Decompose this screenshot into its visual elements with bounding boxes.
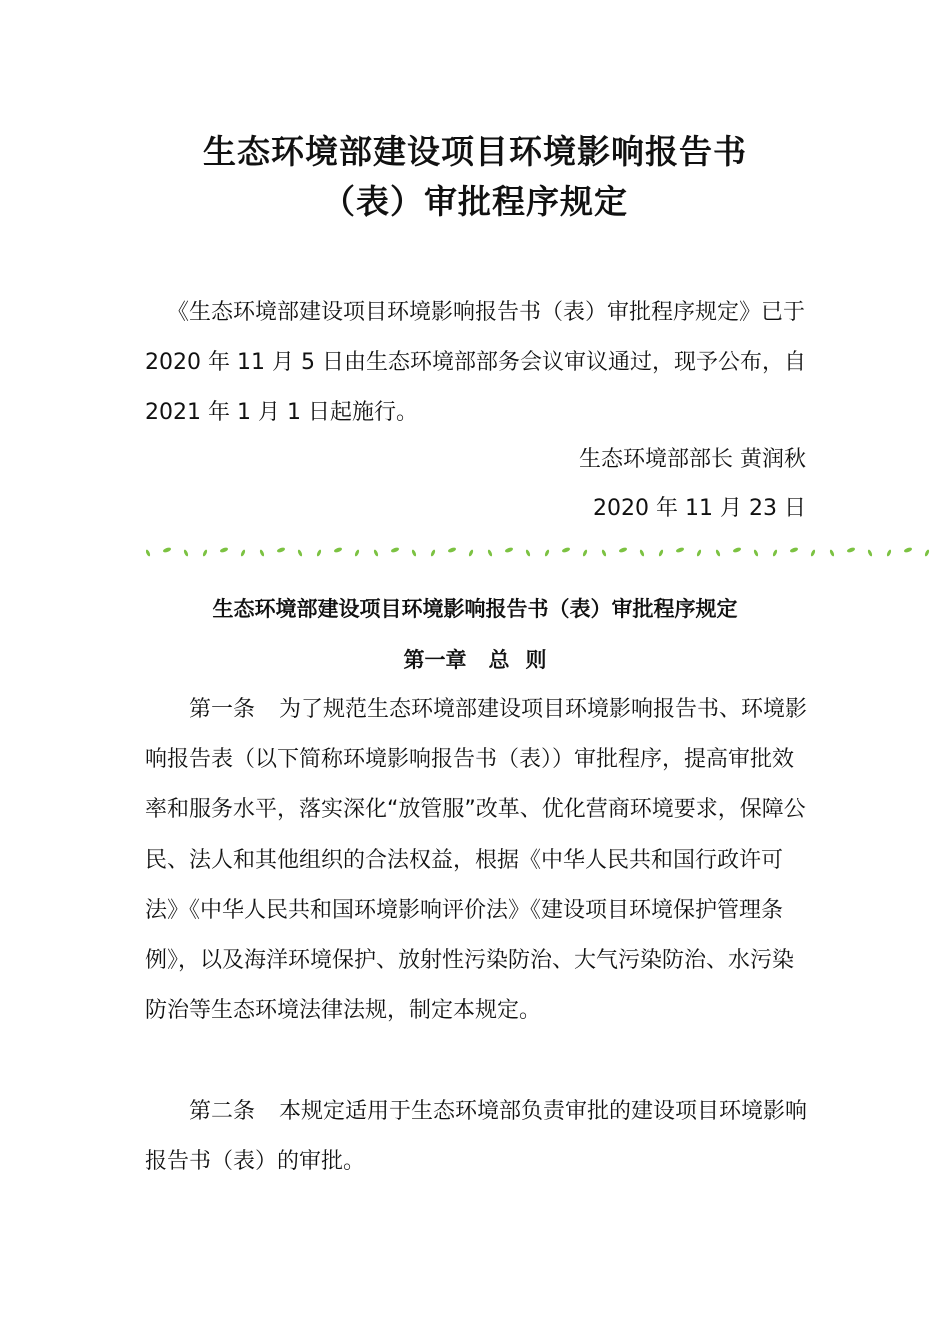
leaf-icon [430,549,436,557]
leaf-icon [924,549,930,557]
leaf-icon [696,549,702,557]
leaf-icon [846,547,855,554]
leaf-icon [561,547,570,554]
page-title-line1: 生态环境部建设项目环境影响报告书 [203,132,747,171]
leaf-icon [867,549,873,557]
page-title-line2: （表）审批程序规定 [322,182,628,221]
signer: 生态环境部部长 黄润秋 [579,447,806,472]
leaf-icon [658,549,664,557]
chapter-label: 第一章 [403,648,467,672]
chapter-word-1: 总 [488,648,510,672]
document-title: 生态环境部建设项目环境影响报告书（表）审批程序规定 [212,597,738,621]
leaf-icon [487,549,493,557]
leaf-icon [753,549,759,557]
leaf-icon [732,547,741,554]
leaf-icon [183,549,189,557]
article-label: 第二条 [189,1099,256,1124]
article-2 [145,1087,810,1187]
leaf-icon [240,549,246,557]
signature-date: 2020 年 11 月 23 日 [593,496,806,521]
leaf-icon [219,547,228,554]
preamble-paragraph: 《生态环境部建设项目环境影响报告书（表）审批程序规定》已于 2020 年 11 月 5 日由生态环境部部务会议审议通过，现予公布，自 2021 年 1 月 1 日起施行。 [145,300,806,425]
leaf-icon [447,547,456,554]
leaf-icon [810,549,816,557]
leaf-icon [373,549,379,557]
leaf-icon [772,549,778,557]
leaf-icon [259,549,265,557]
chapter-heading [0,645,950,675]
leaf-icon [601,549,607,557]
leaf-icon [618,547,627,554]
leaf-icon [354,549,360,557]
leaf-icon [525,549,531,557]
leaf-icon [333,547,342,554]
article-text: 为了规范生态环境部建设项目环境影响报告书、环境影响报告表（以下简称环境影响报告书（表））审批程序，提高审批效率和服务水平，落实深化“放管服”改革、优化营商环境要求，保障公民、法人和其他组织的合法权益，根据《中华人民共和国行政许可法》《中华人民共和国环境影响评价法》《建设项目环境保护管理条例》，以及海洋环境保护、放射性污染防治、大气污染防治、水污染防治等生态环境法律法规，制定本规定。 [145,697,808,1024]
leaf-icon [468,549,474,557]
leaf-icon [297,549,303,557]
leaf-icon [544,549,550,557]
leaf-icon [316,549,322,557]
leaf-vine-divider-icon [146,542,950,562]
leaf-icon [582,549,588,557]
leaf-icon [829,549,835,557]
chapter-word-2: 则 [525,648,547,672]
leaf-icon [146,549,151,557]
leaf-icon [390,547,399,554]
leaf-icon [504,547,513,554]
preamble [145,288,810,438]
leaf-icon [886,549,892,557]
leaf-icon [639,549,645,557]
article-1 [145,685,810,1036]
article-label: 第一条 [189,697,256,722]
article-text: 本规定适用于生态环境部负责审批的建设项目环境影响报告书（表）的审批。 [145,1099,808,1175]
leaf-icon [162,547,171,554]
leaf-icon [789,547,798,554]
leaf-icon [675,547,684,554]
leaf-icon [715,549,721,557]
leaf-icon [202,549,208,557]
leaf-icon [411,549,417,557]
leaf-icon [276,547,285,554]
leaf-icon [903,547,912,554]
